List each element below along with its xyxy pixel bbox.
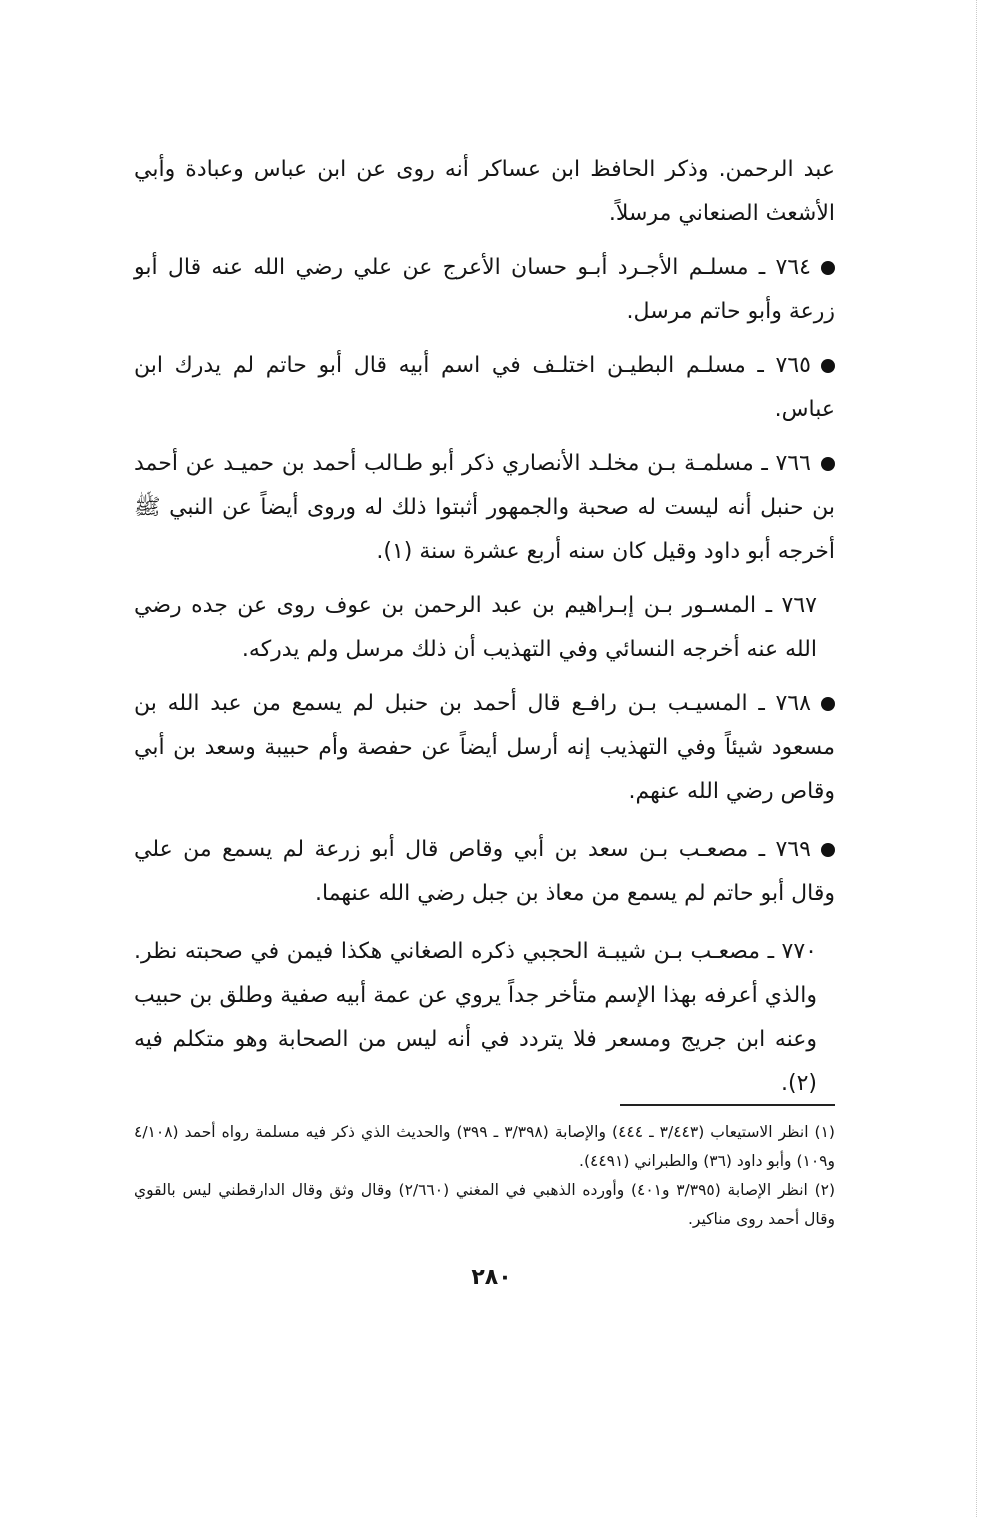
entry-768 [134,682,835,814]
entry-769 [134,828,835,916]
bullet-icon [821,457,835,471]
entry-text: ٧٦٩ ـ مصعـب بـن سعد بن أبي وقاص قال أبو زرعة لم يسمع من علي وقال أبو حاتم لم يسمع من معاذ بن جبل رضي الله عنهما. [134,837,835,906]
entry-770 [134,930,835,1106]
page-number: ٢٨٠ [471,1265,512,1290]
footnote-2: (٢) انظر الإصابة (٣/٣٩٥ و٤٠١) وأورده الذهبي في المغني (٢/٦٦٠) وقال وثق وقال الدارقطني ليس بالقوي وقال أحمد روى مناكير. [134,1181,836,1228]
bullet-icon [821,697,835,711]
entry-text: ٧٦٦ ـ مسلمـة بـن مخلـد الأنصاري ذكر أبو طـالب أحمد بن حميـد عن أحمد بن حنبل أنه ليست له صحبة والجمهور أثبتوا ذلك له وروى أيضاً عن النبي ﷺ أخرجه أبو داود وقيل كان سنه أربع عشرة سنة (١). [134,451,835,564]
entry-text: ٧٦٨ ـ المسيـب بـن رافـع قال أحمد بن حنبل لم يسمع من عبد الله بن مسعود شيئاً وفي التهذيب إنه أرسل أيضاً عن حفصة وأم حبيبة وسعد بن أبي وقاص رضي الله عنهم. [134,691,835,804]
main-text [134,148,835,1106]
paragraph-continuation [134,148,835,236]
footnote-divider [620,1104,835,1106]
entry-765 [134,344,835,432]
bullet-icon [821,843,835,857]
entry-text: ٧٦٤ ـ مسلـم الأجـرد أبـو حسان الأعرج عن علي رضي الله عنه قال أبو زرعة وأبو حاتم مرسل. [134,255,835,324]
footnote-1: (١) انظر الاستيعاب (٣/٤٤٣ ـ ٤٤٤) والإصابة (٣/٣٩٨ ـ ٣٩٩) والحديث الذي ذكر فيه مسلمة رواه أحمد (٤/١٠٨ و١٠٩) وأبو داود (٣٦) والطبراني (٤٤٩١). [134,1123,835,1170]
entry-764 [134,246,835,334]
entry-text: ٧٧٠ ـ مصعـب بـن شيبـة الحجبي ذكره الصغاني هكذا فيمن في صحبته نظر. والذي أعرفه بهذا الإسم متأخر جداً يروي عن عمة أبيه صفية وطلق بن حبيب وعنه ابن جريج ومسعر فلا يتردد في أنه ليس من الصحابة وهو متكلم فيه (٢). [134,939,817,1096]
bullet-icon [821,359,835,373]
entry-text: ٧٦٧ ـ المسـور بـن إبـراهيم بن عبد الرحمن بن عوف روى عن جده رضي الله عنه أخرجه النسائي وفي التهذيب أن ذلك مرسل ولم يدركه. [134,593,817,662]
entry-766 [134,442,835,574]
paragraph-text: عبد الرحمن. وذكر الحافظ ابن عساكر أنه روى عن ابن عباس وعبادة وأبي الأشعث الصنعاني مرسلاً. [134,157,835,226]
bullet-icon [821,261,835,275]
footnotes [134,1118,835,1234]
entry-767 [134,584,835,672]
entry-text: ٧٦٥ ـ مسلـم البطيـن اختلـف في اسم أبيه قال أبو حاتم لم يدرك ابن عباس. [134,353,835,422]
